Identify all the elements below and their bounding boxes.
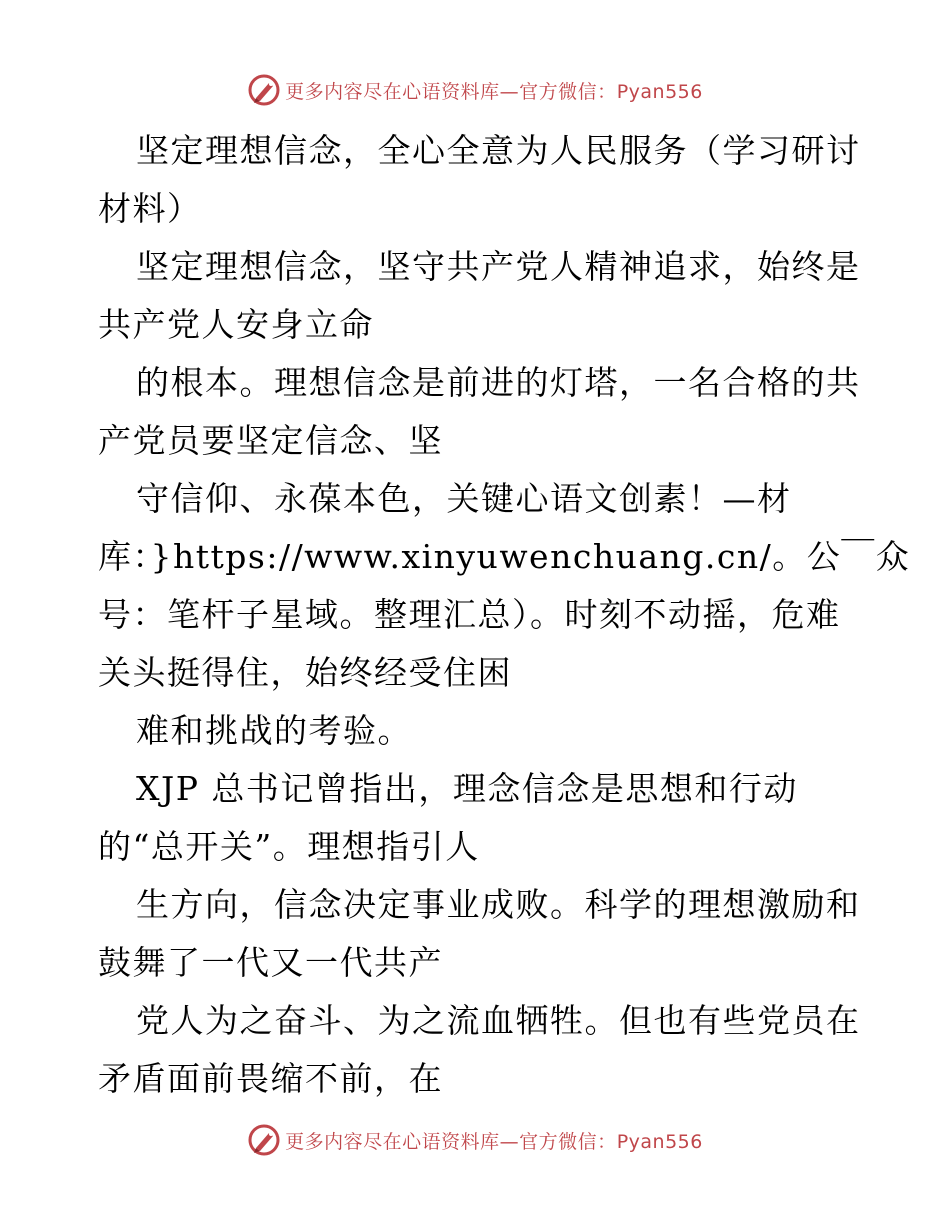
header-watermark — [0, 70, 950, 110]
document-line: 的根本。理想信念是前进的灯塔，一名合格的共 — [136, 363, 861, 402]
document-line: 关头挺得住，始终经受住困 — [98, 653, 512, 692]
document-line: 生方向，信念决定事业成败。科学的理想激励和 — [136, 885, 861, 924]
footer-wechat-id: Pyan556 — [616, 1130, 703, 1153]
header-wechat-id: Pyan556 — [616, 80, 703, 103]
document-line: 共产党人安身立命 — [98, 305, 374, 344]
pen-circle-logo-icon — [247, 1123, 281, 1157]
document-line: 的“总开关”。理想指引人 — [98, 827, 480, 866]
document-line: 难和挑战的考验。 — [136, 711, 412, 750]
document-line: 党人为之奋斗、为之流血牺牲。但也有些党员在 — [136, 1001, 861, 1040]
document-line: 号：笔杆子星域。整理汇总）。时刻不动摇，危难 — [98, 595, 841, 634]
document-body — [98, 122, 911, 1108]
document-line: 坚定理想信念，全心全意为人民服务（学习研讨 — [136, 131, 861, 170]
document-line: 库：}https://www.xinyuwenchuang.cn/。公￣众 — [98, 537, 911, 576]
footer-dash: —官方微信： — [499, 1130, 617, 1153]
document-line: 守信仰、永葆本色，关键心语文创素！—材 — [136, 479, 792, 518]
document-line: 产党员要坚定信念、坚 — [98, 421, 443, 460]
header-dash: —官方微信： — [499, 80, 617, 103]
header-brand: 更多内容尽在心语资料库 — [285, 80, 500, 103]
document-line: 矛盾面前畏缩不前，在 — [98, 1059, 443, 1098]
document-line: XJP 总书记曾指出，理念信念是思想和行动 — [136, 769, 798, 808]
document-line: 鼓舞了一代又一代共产 — [98, 943, 443, 982]
document-line: 坚定理想信念，坚守共产党人精神追求，始终是 — [136, 247, 861, 286]
footer-watermark — [0, 1120, 950, 1160]
pen-circle-logo-icon — [247, 73, 281, 107]
footer-watermark-text — [285, 1127, 703, 1154]
header-watermark-text — [285, 77, 703, 104]
document-line: 材料） — [98, 189, 202, 228]
footer-brand: 更多内容尽在心语资料库 — [285, 1130, 500, 1153]
